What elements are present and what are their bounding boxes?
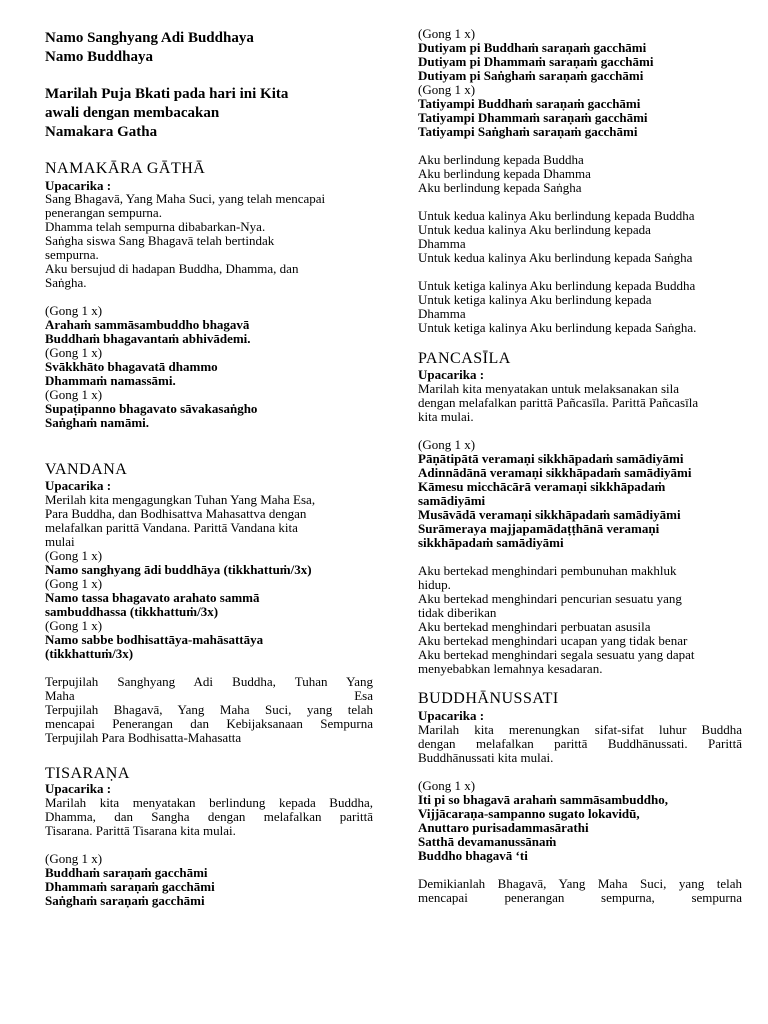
text-line: Dhamma <box>418 236 466 251</box>
text-line: Dutiyam pi Buddhaṁ saraṇaṁ gacchāmi <box>418 40 647 55</box>
text-line: Tisarana. Parittā Tisarana kita mulai. <box>45 823 236 838</box>
text-line: Saṅghaṁ namāmi. <box>45 415 150 430</box>
text-line: Marilah kita merenungkan sifat-sifat luhur Buddha <box>418 722 742 737</box>
text-line: Dhamma <box>418 306 466 321</box>
section-heading: NAMAKĀRA GĀTHĀ <box>45 160 206 177</box>
text-line: Svākkhāto bhagavatā dhammo <box>45 359 218 374</box>
text-line: Upacarika : <box>45 781 112 796</box>
text-line: menyebabkan lemahnya kesadaran. <box>418 661 603 676</box>
text-line: Upacarika : <box>45 478 112 493</box>
text-line: mencapai Penerangan dan Kebijaksanaan Sempurna <box>45 716 373 731</box>
text-line: Untuk ketiga kalinya Aku berlindung kepada <box>418 292 652 307</box>
text-line: Supaṭipanno bhagavato sāvakasaṅgho <box>45 401 258 416</box>
text-line: Anuttaro purisadammasārathi <box>418 820 589 835</box>
text-line: penerangan sempurna. <box>45 205 162 220</box>
text-line: Terpujilah Para Bodhisatta-Mahasatta <box>45 730 242 745</box>
text-line: (Gong 1 x) <box>418 778 476 793</box>
text-line: Musāvādā veramaṇi sikkhāpadaṁ samādiyāmi <box>418 507 681 522</box>
text-line: Untuk kedua kalinya Aku berlindung kepada Buddha <box>418 208 695 223</box>
text-line: (Gong 1 x) <box>418 437 476 452</box>
text-line: hidup. <box>418 577 451 592</box>
text-line: Pāṇātipātā veramaṇi sikkhāpadaṁ samādiyāmi <box>418 451 684 466</box>
text-line: melafalkan parittā Vandana. Parittā Vandana kita <box>45 520 298 535</box>
text-line: Kāmesu micchācārā veramaṇi sikkhāpadaṁ <box>418 479 666 494</box>
text-line: Maha Esa <box>45 688 373 703</box>
text-line: Dutiyam pi Saṅghaṁ saraṇaṁ gacchāmi <box>418 68 644 83</box>
text-line: Saṅgha. <box>45 275 87 290</box>
text-line: dengan melafalkan parittā Pañcasīla. Parittā Pañcasīla <box>418 395 699 410</box>
section-heading: PANCASĪLA <box>418 350 511 367</box>
text-line: Sang Bhagavā, Yang Maha Suci, yang telah mencapai <box>45 191 326 206</box>
text-line: Iti pi so bhagavā arahaṁ sammāsambuddho, <box>418 792 668 807</box>
text-line: mencapai penerangan sempurna, sempurna <box>418 890 742 905</box>
text-line: Dhammaṁ saraṇaṁ gacchāmi <box>45 879 215 894</box>
text-line: Dhammaṁ namassāmi. <box>45 373 176 388</box>
text-line: sikkhāpadaṁ samādiyāmi <box>418 535 564 550</box>
text-line: Satthā devamanussānaṁ <box>418 834 557 849</box>
text-line: Arahaṁ sammāsambuddho bhagavā <box>45 317 250 332</box>
page-heading: Namo Sanghyang Adi Buddhaya <box>45 30 254 46</box>
page-heading: Namo Buddhaya <box>45 49 153 65</box>
text-line: sambuddhassa (tikkhattuṁ/3x) <box>45 604 219 619</box>
text-line: Aku bertekad menghindari perbuatan asusila <box>418 619 651 634</box>
text-line: Namo sanghyang ādi buddhāya (tikkhattuṁ/3x) <box>45 562 312 577</box>
text-line: samādiyāmi <box>418 493 486 508</box>
text-line: (tikkhattuṁ/3x) <box>45 646 134 661</box>
text-line: Aku berlindung kepada Dhamma <box>418 166 591 181</box>
text-line: Untuk ketiga kalinya Aku berlindung kepada Saṅgha. <box>418 320 697 335</box>
text-line: Buddhaṁ bhagavantaṁ abhivādemi. <box>45 331 251 346</box>
text-line: (Gong 1 x) <box>45 387 103 402</box>
text-line: Saṅghaṁ saraṇaṁ gacchāmi <box>45 893 205 908</box>
text-line: Namo tassa bhagavato arahato sammā <box>45 590 260 605</box>
page-heading: Marilah Puja Bkati pada hari ini Kita <box>45 86 289 102</box>
section-heading: BUDDHĀNUSSATI <box>418 690 559 707</box>
text-line: Buddho bhagavā ‘ti <box>418 848 528 863</box>
text-line: Upacarika : <box>418 708 485 723</box>
text-line: Buddhaṁ saraṇaṁ gacchāmi <box>45 865 208 880</box>
text-line: Surāmeraya majjapamādaṭṭhānā veramaṇi <box>418 521 660 536</box>
text-line: (Gong 1 x) <box>45 618 103 633</box>
text-line: Untuk kedua kalinya Aku berlindung kepada Saṅgha <box>418 250 693 265</box>
text-line: Tatiyampi Saṅghaṁ saraṇaṁ gacchāmi <box>418 124 638 139</box>
text-line: Saṅgha siswa Sang Bhagavā telah bertindak <box>45 233 275 248</box>
section-heading: TISARAṆA <box>45 765 130 782</box>
text-line: (Gong 1 x) <box>45 345 103 360</box>
text-line: tidak diberikan <box>418 605 497 620</box>
text-line: (Gong 1 x) <box>45 851 103 866</box>
text-line: Tatiyampi Dhammaṁ saraṇaṁ gacchāmi <box>418 110 648 125</box>
text-line: Buddhānussati kita mulai. <box>418 750 554 765</box>
text-line: Dhamma, dan Sangha dengan melafalkan parittā <box>45 809 373 824</box>
text-line: Demikianlah Bhagavā, Yang Maha Suci, yang telah <box>418 876 742 891</box>
page-heading: Namakara Gatha <box>45 124 158 140</box>
text-line: Aku berlindung kepada Saṅgha <box>418 180 582 195</box>
text-line: Marilah kita menyatakan untuk melaksanakan sila <box>418 381 679 396</box>
text-line: Marilah kita menyatakan berlindung kepada Buddha, <box>45 795 373 810</box>
text-line: (Gong 1 x) <box>45 548 103 563</box>
text-line: Vijjācaraṇa-sampanno sugato lokavidū, <box>418 806 640 821</box>
text-line: (Gong 1 x) <box>418 26 476 41</box>
text-line: dengan melafalkan parittā Buddhānussati. Parittā <box>418 736 742 751</box>
text-line: mulai <box>45 534 75 549</box>
text-line: Aku bertekad menghindari segala sesuatu yang dapat <box>418 647 695 662</box>
text-line: (Gong 1 x) <box>45 576 103 591</box>
text-line: Adinnādānā veramaṇi sikkhāpadaṁ samādiyāmi <box>418 465 692 480</box>
text-line: Merilah kita mengagungkan Tuhan Yang Maha Esa, <box>45 492 316 507</box>
text-line: Dhamma telah sempurna dibabarkan-Nya. <box>45 219 266 234</box>
text-line: (Gong 1 x) <box>45 303 103 318</box>
page-heading: awali dengan membacakan <box>45 105 220 121</box>
text-line: Terpujilah Bhagavā, Yang Maha Suci, yang telah <box>45 702 373 717</box>
text-line: Dutiyam pi Dhammaṁ saraṇaṁ gacchāmi <box>418 54 654 69</box>
text-line: sempurna. <box>45 247 99 262</box>
text-line: Namo sabbe bodhisattāya-mahāsattāya <box>45 632 264 647</box>
text-line: Tatiyampi Buddhaṁ saraṇaṁ gacchāmi <box>418 96 641 111</box>
text-line: Aku bertekad menghindari pembunuhan makhluk <box>418 563 677 578</box>
text-line: Upacarika : <box>418 367 485 382</box>
text-line: Para Buddha, dan Bodhisattva Mahasattva dengan <box>45 506 307 521</box>
text-line: (Gong 1 x) <box>418 82 476 97</box>
text-line: Untuk ketiga kalinya Aku berlindung kepada Buddha <box>418 278 696 293</box>
text-line: Aku bertekad menghindari pencurian sesuatu yang <box>418 591 682 606</box>
text-line: Aku bersujud di hadapan Buddha, Dhamma, dan <box>45 261 299 276</box>
text-line: kita mulai. <box>418 409 474 424</box>
section-heading: VANDANA <box>45 461 128 478</box>
text-line: Untuk kedua kalinya Aku berlindung kepada <box>418 222 651 237</box>
text-line: Aku bertekad menghindari ucapan yang tidak benar <box>418 633 688 648</box>
text-line: Upacarika : <box>45 178 112 193</box>
text-line: Aku berlindung kepada Buddha <box>418 152 584 167</box>
text-line: Terpujilah Sanghyang Adi Buddha, Tuhan Yang <box>45 674 373 689</box>
